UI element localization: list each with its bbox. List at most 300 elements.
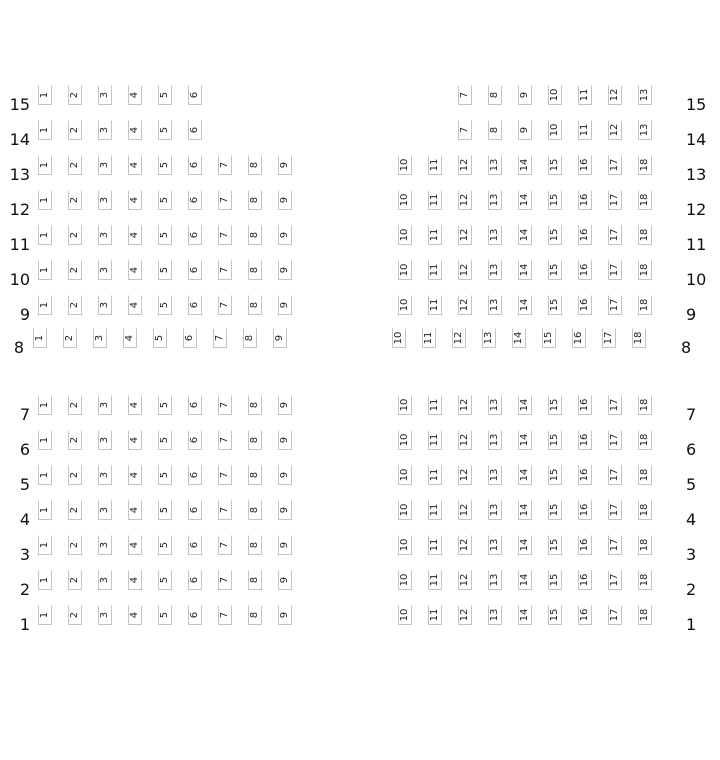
seat-button[interactable] xyxy=(608,535,622,555)
seat-button[interactable] xyxy=(458,500,472,520)
seat-button[interactable] xyxy=(278,190,292,210)
seat-button[interactable] xyxy=(548,295,562,315)
seat-button[interactable] xyxy=(638,430,652,450)
seat-button[interactable] xyxy=(273,328,287,348)
seat-button[interactable] xyxy=(98,120,112,140)
seat-button[interactable] xyxy=(518,190,532,210)
seat-button[interactable] xyxy=(68,85,82,105)
seat-button[interactable] xyxy=(158,85,172,105)
seat-button[interactable] xyxy=(458,430,472,450)
seat-number: 1 xyxy=(39,196,50,204)
seat-button[interactable] xyxy=(428,605,442,625)
seat-button[interactable] xyxy=(428,570,442,590)
seat-button[interactable] xyxy=(188,430,202,450)
seat-button[interactable] xyxy=(128,155,142,175)
seat-button[interactable] xyxy=(153,328,167,348)
seat-button[interactable] xyxy=(428,155,442,175)
seat-button[interactable] xyxy=(458,190,472,210)
seat-button[interactable] xyxy=(548,120,562,140)
seat-button[interactable] xyxy=(428,465,442,485)
seat-button[interactable] xyxy=(278,465,292,485)
seat-button[interactable] xyxy=(68,535,82,555)
seat-button[interactable] xyxy=(488,120,502,140)
seat-button[interactable] xyxy=(278,535,292,555)
seat-button[interactable] xyxy=(98,295,112,315)
seat-button[interactable] xyxy=(248,155,262,175)
seat-number: 3 xyxy=(99,401,110,409)
seat-button[interactable] xyxy=(68,605,82,625)
seat-button[interactable] xyxy=(218,295,232,315)
seat-button[interactable] xyxy=(158,605,172,625)
seat-button[interactable] xyxy=(518,395,532,415)
seat-button[interactable] xyxy=(518,85,532,105)
seat-button[interactable] xyxy=(638,605,652,625)
seat-button[interactable] xyxy=(38,570,52,590)
seat-button[interactable] xyxy=(158,155,172,175)
seat-button[interactable] xyxy=(518,535,532,555)
seat-number: 3 xyxy=(99,436,110,444)
seat-number: 17 xyxy=(603,331,614,345)
seat-number: 12 xyxy=(459,538,470,552)
seat-button[interactable] xyxy=(158,395,172,415)
seat-button[interactable] xyxy=(542,328,556,348)
seat-button[interactable] xyxy=(488,465,502,485)
seat-button[interactable] xyxy=(608,430,622,450)
seat-button[interactable] xyxy=(398,260,412,280)
seat-button[interactable] xyxy=(578,535,592,555)
seat-button[interactable] xyxy=(548,85,562,105)
seat-button[interactable] xyxy=(278,225,292,245)
seat-button[interactable] xyxy=(548,260,562,280)
seat-button[interactable] xyxy=(548,605,562,625)
seat-number: 1 xyxy=(39,436,50,444)
seat-button[interactable] xyxy=(638,120,652,140)
seat-button[interactable] xyxy=(578,260,592,280)
row-label-left: 3 xyxy=(19,545,30,564)
seat-button[interactable] xyxy=(428,395,442,415)
seat-button[interactable] xyxy=(188,155,202,175)
seat-button[interactable] xyxy=(488,500,502,520)
seat-button[interactable] xyxy=(548,535,562,555)
seat-button[interactable] xyxy=(218,395,232,415)
seat-button[interactable] xyxy=(68,120,82,140)
seat-button[interactable] xyxy=(578,120,592,140)
seat-button[interactable] xyxy=(608,85,622,105)
seat-button[interactable] xyxy=(458,395,472,415)
seat-button[interactable] xyxy=(458,535,472,555)
seat-number: 10 xyxy=(393,331,404,345)
seat-button[interactable] xyxy=(488,535,502,555)
seat-button[interactable] xyxy=(38,260,52,280)
seat-number: 2 xyxy=(69,576,80,584)
seat-button[interactable] xyxy=(578,500,592,520)
seat-number: 12 xyxy=(459,158,470,172)
seat-button[interactable] xyxy=(248,190,262,210)
seat-button[interactable] xyxy=(188,500,202,520)
seat-button[interactable] xyxy=(398,155,412,175)
seat-button[interactable] xyxy=(638,225,652,245)
seat-button[interactable] xyxy=(248,570,262,590)
seat-button[interactable] xyxy=(488,155,502,175)
seat-number: 17 xyxy=(609,608,620,622)
seat-button[interactable] xyxy=(488,260,502,280)
seat-button[interactable] xyxy=(422,328,436,348)
seat-button[interactable] xyxy=(488,395,502,415)
seat-button[interactable] xyxy=(128,535,142,555)
seat-button[interactable] xyxy=(518,155,532,175)
seat-button[interactable] xyxy=(638,260,652,280)
seat-number: 5 xyxy=(154,334,165,342)
seat-number: 16 xyxy=(579,228,590,242)
seat-number: 8 xyxy=(249,401,260,409)
seat-button[interactable] xyxy=(188,260,202,280)
seat-button[interactable] xyxy=(248,260,262,280)
seat-button[interactable] xyxy=(248,395,262,415)
seat-button[interactable] xyxy=(512,328,526,348)
seat-button[interactable] xyxy=(548,225,562,245)
seat-button[interactable] xyxy=(578,395,592,415)
seat-button[interactable] xyxy=(38,295,52,315)
seat-button[interactable] xyxy=(98,260,112,280)
seat-button[interactable] xyxy=(608,605,622,625)
seat-button[interactable] xyxy=(218,430,232,450)
seat-button[interactable] xyxy=(458,605,472,625)
seat-button[interactable] xyxy=(638,295,652,315)
seat-button[interactable] xyxy=(68,395,82,415)
seat-button[interactable] xyxy=(518,120,532,140)
seat-button[interactable] xyxy=(98,465,112,485)
seat-number: 15 xyxy=(549,398,560,412)
seat-button[interactable] xyxy=(482,328,496,348)
seat-button[interactable] xyxy=(98,395,112,415)
seat-button[interactable] xyxy=(38,120,52,140)
row-label-right: 1 xyxy=(686,615,697,634)
seat-button[interactable] xyxy=(128,500,142,520)
seat-button[interactable] xyxy=(68,570,82,590)
seat-button[interactable] xyxy=(248,605,262,625)
seat-button[interactable] xyxy=(608,260,622,280)
seat-button[interactable] xyxy=(188,120,202,140)
seat-button[interactable] xyxy=(518,500,532,520)
seat-button[interactable] xyxy=(488,295,502,315)
seat-button[interactable] xyxy=(123,328,137,348)
seat-button[interactable] xyxy=(218,465,232,485)
seat-number: 18 xyxy=(639,468,650,482)
seat-button[interactable] xyxy=(218,260,232,280)
seat-button[interactable] xyxy=(188,85,202,105)
seat-button[interactable] xyxy=(608,570,622,590)
seat-button[interactable] xyxy=(128,295,142,315)
seat-button[interactable] xyxy=(158,260,172,280)
seat-button[interactable] xyxy=(128,605,142,625)
seat-button[interactable] xyxy=(638,395,652,415)
seat-button[interactable] xyxy=(68,295,82,315)
seat-button[interactable] xyxy=(218,225,232,245)
seat-button[interactable] xyxy=(188,535,202,555)
seat-button[interactable] xyxy=(38,85,52,105)
seat-button[interactable] xyxy=(218,155,232,175)
seat-button[interactable] xyxy=(158,500,172,520)
seat-button[interactable] xyxy=(248,225,262,245)
seat-number: 6 xyxy=(189,541,200,549)
seat-button[interactable] xyxy=(398,535,412,555)
seat-number: 11 xyxy=(429,608,440,622)
seat-button[interactable] xyxy=(38,155,52,175)
seat-number: 6 xyxy=(189,436,200,444)
seat-button[interactable] xyxy=(428,190,442,210)
seat-button[interactable] xyxy=(428,535,442,555)
seat-button[interactable] xyxy=(518,605,532,625)
seat-button[interactable] xyxy=(128,225,142,245)
seat-number: 15 xyxy=(549,298,560,312)
seat-button[interactable] xyxy=(602,328,616,348)
seat-button[interactable] xyxy=(398,570,412,590)
seat-button[interactable] xyxy=(638,535,652,555)
seat-button[interactable] xyxy=(188,295,202,315)
seat-number: 5 xyxy=(159,576,170,584)
row-label-right: 10 xyxy=(686,270,707,289)
seat-button[interactable] xyxy=(578,570,592,590)
seat-button[interactable] xyxy=(38,500,52,520)
seat-button[interactable] xyxy=(548,155,562,175)
seat-button[interactable] xyxy=(188,605,202,625)
seat-button[interactable] xyxy=(458,155,472,175)
seat-button[interactable] xyxy=(158,120,172,140)
seat-button[interactable] xyxy=(638,190,652,210)
seat-button[interactable] xyxy=(608,395,622,415)
seat-number: 13 xyxy=(489,538,500,552)
seat-button[interactable] xyxy=(488,190,502,210)
seat-button[interactable] xyxy=(488,605,502,625)
seat-button[interactable] xyxy=(398,465,412,485)
seat-button[interactable] xyxy=(158,225,172,245)
seat-button[interactable] xyxy=(452,328,466,348)
seat-button[interactable] xyxy=(68,225,82,245)
seat-button[interactable] xyxy=(608,500,622,520)
seat-button[interactable] xyxy=(548,500,562,520)
seat-button[interactable] xyxy=(548,190,562,210)
seat-button[interactable] xyxy=(578,190,592,210)
seat-button[interactable] xyxy=(578,465,592,485)
seat-button[interactable] xyxy=(458,570,472,590)
seat-number: 13 xyxy=(489,573,500,587)
seat-number: 16 xyxy=(579,468,590,482)
seat-button[interactable] xyxy=(278,295,292,315)
seat-button[interactable] xyxy=(398,395,412,415)
seat-button[interactable] xyxy=(188,570,202,590)
seat-button[interactable] xyxy=(188,225,202,245)
seat-button[interactable] xyxy=(548,395,562,415)
seat-button[interactable] xyxy=(158,190,172,210)
seat-button[interactable] xyxy=(398,500,412,520)
seat-button[interactable] xyxy=(518,225,532,245)
seat-button[interactable] xyxy=(93,328,107,348)
seat-button[interactable] xyxy=(572,328,586,348)
seat-button[interactable] xyxy=(98,225,112,245)
seat-button[interactable] xyxy=(128,465,142,485)
seat-button[interactable] xyxy=(158,430,172,450)
seat-button[interactable] xyxy=(638,500,652,520)
seat-button[interactable] xyxy=(458,260,472,280)
seat-button[interactable] xyxy=(218,535,232,555)
seat-button[interactable] xyxy=(33,328,47,348)
seat-button[interactable] xyxy=(278,155,292,175)
seat-button[interactable] xyxy=(278,605,292,625)
seat-button[interactable] xyxy=(218,605,232,625)
seat-button[interactable] xyxy=(98,155,112,175)
seat-button[interactable] xyxy=(63,328,77,348)
seat-button[interactable] xyxy=(488,225,502,245)
seat-button[interactable] xyxy=(128,260,142,280)
seat-button[interactable] xyxy=(128,190,142,210)
seat-button[interactable] xyxy=(428,225,442,245)
seat-button[interactable] xyxy=(458,225,472,245)
seat-button[interactable] xyxy=(278,260,292,280)
seat-button[interactable] xyxy=(128,120,142,140)
row-label-left: 7 xyxy=(19,405,30,424)
seat-button[interactable] xyxy=(578,295,592,315)
seat-button[interactable] xyxy=(608,225,622,245)
seat-button[interactable] xyxy=(518,260,532,280)
seat-number: 15 xyxy=(549,573,560,587)
seat-button[interactable] xyxy=(98,85,112,105)
seat-button[interactable] xyxy=(608,120,622,140)
seat-button[interactable] xyxy=(488,570,502,590)
seat-number: 3 xyxy=(99,301,110,309)
seat-button[interactable] xyxy=(38,605,52,625)
seat-button[interactable] xyxy=(38,465,52,485)
seat-button[interactable] xyxy=(458,85,472,105)
seat-button[interactable] xyxy=(398,190,412,210)
seat-button[interactable] xyxy=(578,430,592,450)
seat-button[interactable] xyxy=(578,85,592,105)
seat-button[interactable] xyxy=(638,155,652,175)
seat-button[interactable] xyxy=(248,535,262,555)
seat-button[interactable] xyxy=(38,190,52,210)
seat-number: 12 xyxy=(453,331,464,345)
seat-button[interactable] xyxy=(183,328,197,348)
seat-button[interactable] xyxy=(278,570,292,590)
seat-button[interactable] xyxy=(68,155,82,175)
seat-button[interactable] xyxy=(38,430,52,450)
seat-button[interactable] xyxy=(68,500,82,520)
seat-button[interactable] xyxy=(218,570,232,590)
seat-number: 9 xyxy=(279,471,290,479)
seat-button[interactable] xyxy=(608,295,622,315)
seat-button[interactable] xyxy=(638,85,652,105)
seat-button[interactable] xyxy=(158,535,172,555)
seat-button[interactable] xyxy=(518,465,532,485)
seat-button[interactable] xyxy=(68,465,82,485)
seat-button[interactable] xyxy=(38,225,52,245)
seat-button[interactable] xyxy=(68,430,82,450)
seat-number: 4 xyxy=(129,506,140,514)
seat-button[interactable] xyxy=(428,430,442,450)
seat-button[interactable] xyxy=(188,395,202,415)
seat-button[interactable] xyxy=(608,155,622,175)
seat-button[interactable] xyxy=(608,465,622,485)
seat-button[interactable] xyxy=(38,535,52,555)
seat-number: 16 xyxy=(579,263,590,277)
seat-button[interactable] xyxy=(458,120,472,140)
seat-button[interactable] xyxy=(638,465,652,485)
seat-button[interactable] xyxy=(98,190,112,210)
seat-button[interactable] xyxy=(458,295,472,315)
seat-button[interactable] xyxy=(248,465,262,485)
seat-button[interactable] xyxy=(188,190,202,210)
seat-button[interactable] xyxy=(548,570,562,590)
seat-button[interactable] xyxy=(638,570,652,590)
seat-button[interactable] xyxy=(428,295,442,315)
seat-button[interactable] xyxy=(278,395,292,415)
seat-button[interactable] xyxy=(548,465,562,485)
seat-button[interactable] xyxy=(128,395,142,415)
seat-button[interactable] xyxy=(578,155,592,175)
seat-button[interactable] xyxy=(578,605,592,625)
seat-button[interactable] xyxy=(518,295,532,315)
seat-button[interactable] xyxy=(243,328,257,348)
seat-button[interactable] xyxy=(248,500,262,520)
seat-button[interactable] xyxy=(158,570,172,590)
seat-button[interactable] xyxy=(128,85,142,105)
seat-number: 4 xyxy=(124,334,135,342)
seat-button[interactable] xyxy=(458,465,472,485)
seat-button[interactable] xyxy=(488,430,502,450)
seat-button[interactable] xyxy=(98,430,112,450)
seat-button[interactable] xyxy=(218,190,232,210)
seat-button[interactable] xyxy=(632,328,646,348)
seat-button[interactable] xyxy=(98,605,112,625)
seat-number: 13 xyxy=(483,331,494,345)
seat-button[interactable] xyxy=(428,260,442,280)
seat-button[interactable] xyxy=(218,500,232,520)
seat-button[interactable] xyxy=(578,225,592,245)
seat-button[interactable] xyxy=(68,190,82,210)
seat-button[interactable] xyxy=(398,605,412,625)
seat-button[interactable] xyxy=(188,465,202,485)
seat-number: 3 xyxy=(99,266,110,274)
seat-number: 14 xyxy=(519,608,530,622)
seat-button[interactable] xyxy=(158,295,172,315)
seat-button[interactable] xyxy=(518,430,532,450)
seat-button[interactable] xyxy=(38,395,52,415)
seat-button[interactable] xyxy=(398,225,412,245)
seat-number: 11 xyxy=(429,298,440,312)
seat-button[interactable] xyxy=(398,295,412,315)
seat-button[interactable] xyxy=(608,190,622,210)
seat-button[interactable] xyxy=(278,500,292,520)
seat-button[interactable] xyxy=(428,500,442,520)
seat-button[interactable] xyxy=(248,295,262,315)
seat-button[interactable] xyxy=(98,535,112,555)
seat-button[interactable] xyxy=(213,328,227,348)
row-label-left: 1 xyxy=(19,615,30,634)
seat-button[interactable] xyxy=(128,570,142,590)
seat-button[interactable] xyxy=(98,500,112,520)
seat-button[interactable] xyxy=(68,260,82,280)
seat-button[interactable] xyxy=(278,430,292,450)
seat-button[interactable] xyxy=(548,430,562,450)
seat-button[interactable] xyxy=(488,85,502,105)
seat-button[interactable] xyxy=(518,570,532,590)
seat-button[interactable] xyxy=(128,430,142,450)
seat-button[interactable] xyxy=(158,465,172,485)
seat-button[interactable] xyxy=(248,430,262,450)
seat-button[interactable] xyxy=(392,328,406,348)
seat-button[interactable] xyxy=(98,570,112,590)
seat-number: 13 xyxy=(639,88,650,102)
seat-button[interactable] xyxy=(398,430,412,450)
